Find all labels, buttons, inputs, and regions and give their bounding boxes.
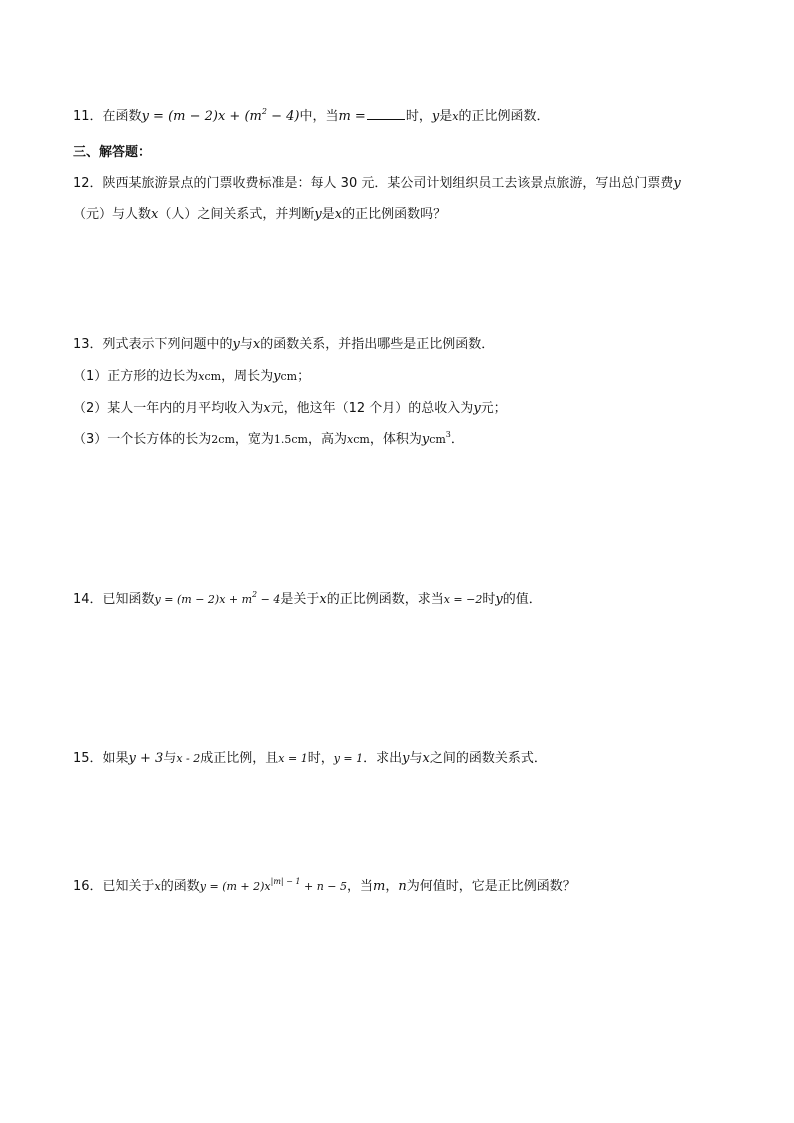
var-x: x <box>252 337 261 352</box>
question-13-part-3 <box>73 430 464 450</box>
question-12-line-1 <box>73 174 681 194</box>
q13-text: ． <box>450 432 464 447</box>
q16-text: 16．已知关于 <box>73 879 155 894</box>
width-value: 1.5cm <box>273 433 308 446</box>
q15-text: 时， <box>307 751 334 766</box>
q12-text: （人）之间关系式，并判断 <box>158 207 315 222</box>
q13-text: ； <box>297 369 311 384</box>
cond-y: y = 1 <box>333 752 364 765</box>
q13-text: 元； <box>480 401 507 416</box>
var-y: y <box>673 176 681 191</box>
var-x: x <box>263 401 271 416</box>
section-heading: 三、解答题： <box>73 145 152 160</box>
q13-text: （1）正方形的边长为 <box>73 369 199 384</box>
var-m: m <box>373 879 386 894</box>
q11-text: 11． <box>73 109 103 124</box>
q13-text: 的函数关系，并指出哪些是正比例函数． <box>260 337 495 352</box>
q14-text: 是关于 <box>280 592 320 607</box>
q13-text: ，体积为 <box>369 432 422 447</box>
q16-text: ，当 <box>347 879 374 894</box>
var-n: n <box>398 879 407 894</box>
var-y: y <box>273 369 281 384</box>
var-x: x <box>198 370 205 383</box>
q14-text: 的值． <box>502 592 542 607</box>
q11-text: 时， <box>405 109 432 124</box>
q13-text: （2）某人一年内的月平均收入为 <box>73 401 264 416</box>
unit-cm: cm <box>280 370 298 383</box>
var-y: y <box>495 592 503 607</box>
question-16 <box>73 877 576 897</box>
q11-text: 中，当 <box>299 109 339 124</box>
question-12-line-2 <box>73 205 446 225</box>
q13-text: 13．列式表示下列问题中的 <box>73 337 233 352</box>
unit-cm: cm <box>353 433 370 446</box>
length-value: 2cm <box>211 433 235 446</box>
q13-text: 与 <box>239 337 253 352</box>
expr-y-plus-3: y + 3 <box>128 751 164 766</box>
expr-x-minus-2: x - 2 <box>176 752 201 765</box>
unit-cm: cm <box>204 370 222 383</box>
q14-condition: x = −2 <box>443 593 483 606</box>
q13-text: （3）一个长方体的长为 <box>73 432 212 447</box>
q13-text: ，宽为 <box>234 432 274 447</box>
question-11 <box>73 107 549 127</box>
question-13 <box>73 335 494 355</box>
var-x: x <box>422 751 430 766</box>
q14-text: 的正比例函数，求当 <box>326 592 444 607</box>
q15-text: 与 <box>409 751 423 766</box>
var-y: y <box>421 432 430 447</box>
q16-text: 的函数 <box>160 879 200 894</box>
q13-text: ，周长为 <box>221 369 274 384</box>
var-y: y <box>431 109 440 124</box>
var-y: y <box>314 207 322 222</box>
q12-text: 是 <box>321 207 335 222</box>
var-x: x <box>154 880 161 893</box>
unit-cm3: $cm^3$ <box>429 430 451 446</box>
var-x: x <box>452 110 459 123</box>
q11-text: 是 <box>439 109 453 124</box>
cond-x: x = 1 <box>278 752 308 765</box>
var-x: x <box>347 433 354 446</box>
q11-m-equals: m = <box>338 109 366 124</box>
q11-text: 的正比例函数． <box>458 109 550 124</box>
q16-function: $y = (m + 2)x^{|m| - 1} + n - 5$ <box>199 877 348 893</box>
q16-text: 为何值时，它是正比例函数？ <box>406 879 576 894</box>
q14-function: $y = (m - 2)x + m^2 - 4$ <box>154 590 281 606</box>
q14-text: 14．已知函数 <box>73 592 155 607</box>
q13-text: 元，他这年（12 个月）的总收入为 <box>270 401 474 416</box>
q16-text: ， <box>385 879 399 894</box>
q15-text: 成正比例，且 <box>200 751 279 766</box>
q11-function: $y = (m - 2)x + (m^2 - 4)$ <box>141 107 300 124</box>
q15-text: 之间的函数关系式． <box>429 751 547 766</box>
answer-blank[interactable] <box>367 107 405 120</box>
question-15 <box>73 749 547 769</box>
question-13-part-2 <box>73 399 507 419</box>
q15-text: ．求出 <box>363 751 403 766</box>
var-x: x <box>151 207 159 222</box>
q12-text: 的正比例函数吗？ <box>342 207 447 222</box>
q14-text: 时 <box>482 592 496 607</box>
var-y: y <box>232 337 240 352</box>
question-14 <box>73 590 542 610</box>
q13-text: ，高为 <box>307 432 347 447</box>
var-y: y <box>402 751 410 766</box>
q12-text: （元）与人数 <box>73 207 152 222</box>
var-x: x <box>319 592 327 607</box>
q15-text: 与 <box>163 751 177 766</box>
q12-text: 12．陕西某旅游景点的门票收费标准是：每人 30 元．某公司计划组织员工去该景点旅游，写出总门票费 <box>73 176 674 191</box>
q15-text: 15．如果 <box>73 751 129 766</box>
var-x: x <box>334 207 343 222</box>
q11-text: 在函数 <box>102 109 142 124</box>
var-y: y <box>473 401 481 416</box>
question-13-part-1 <box>73 367 310 387</box>
